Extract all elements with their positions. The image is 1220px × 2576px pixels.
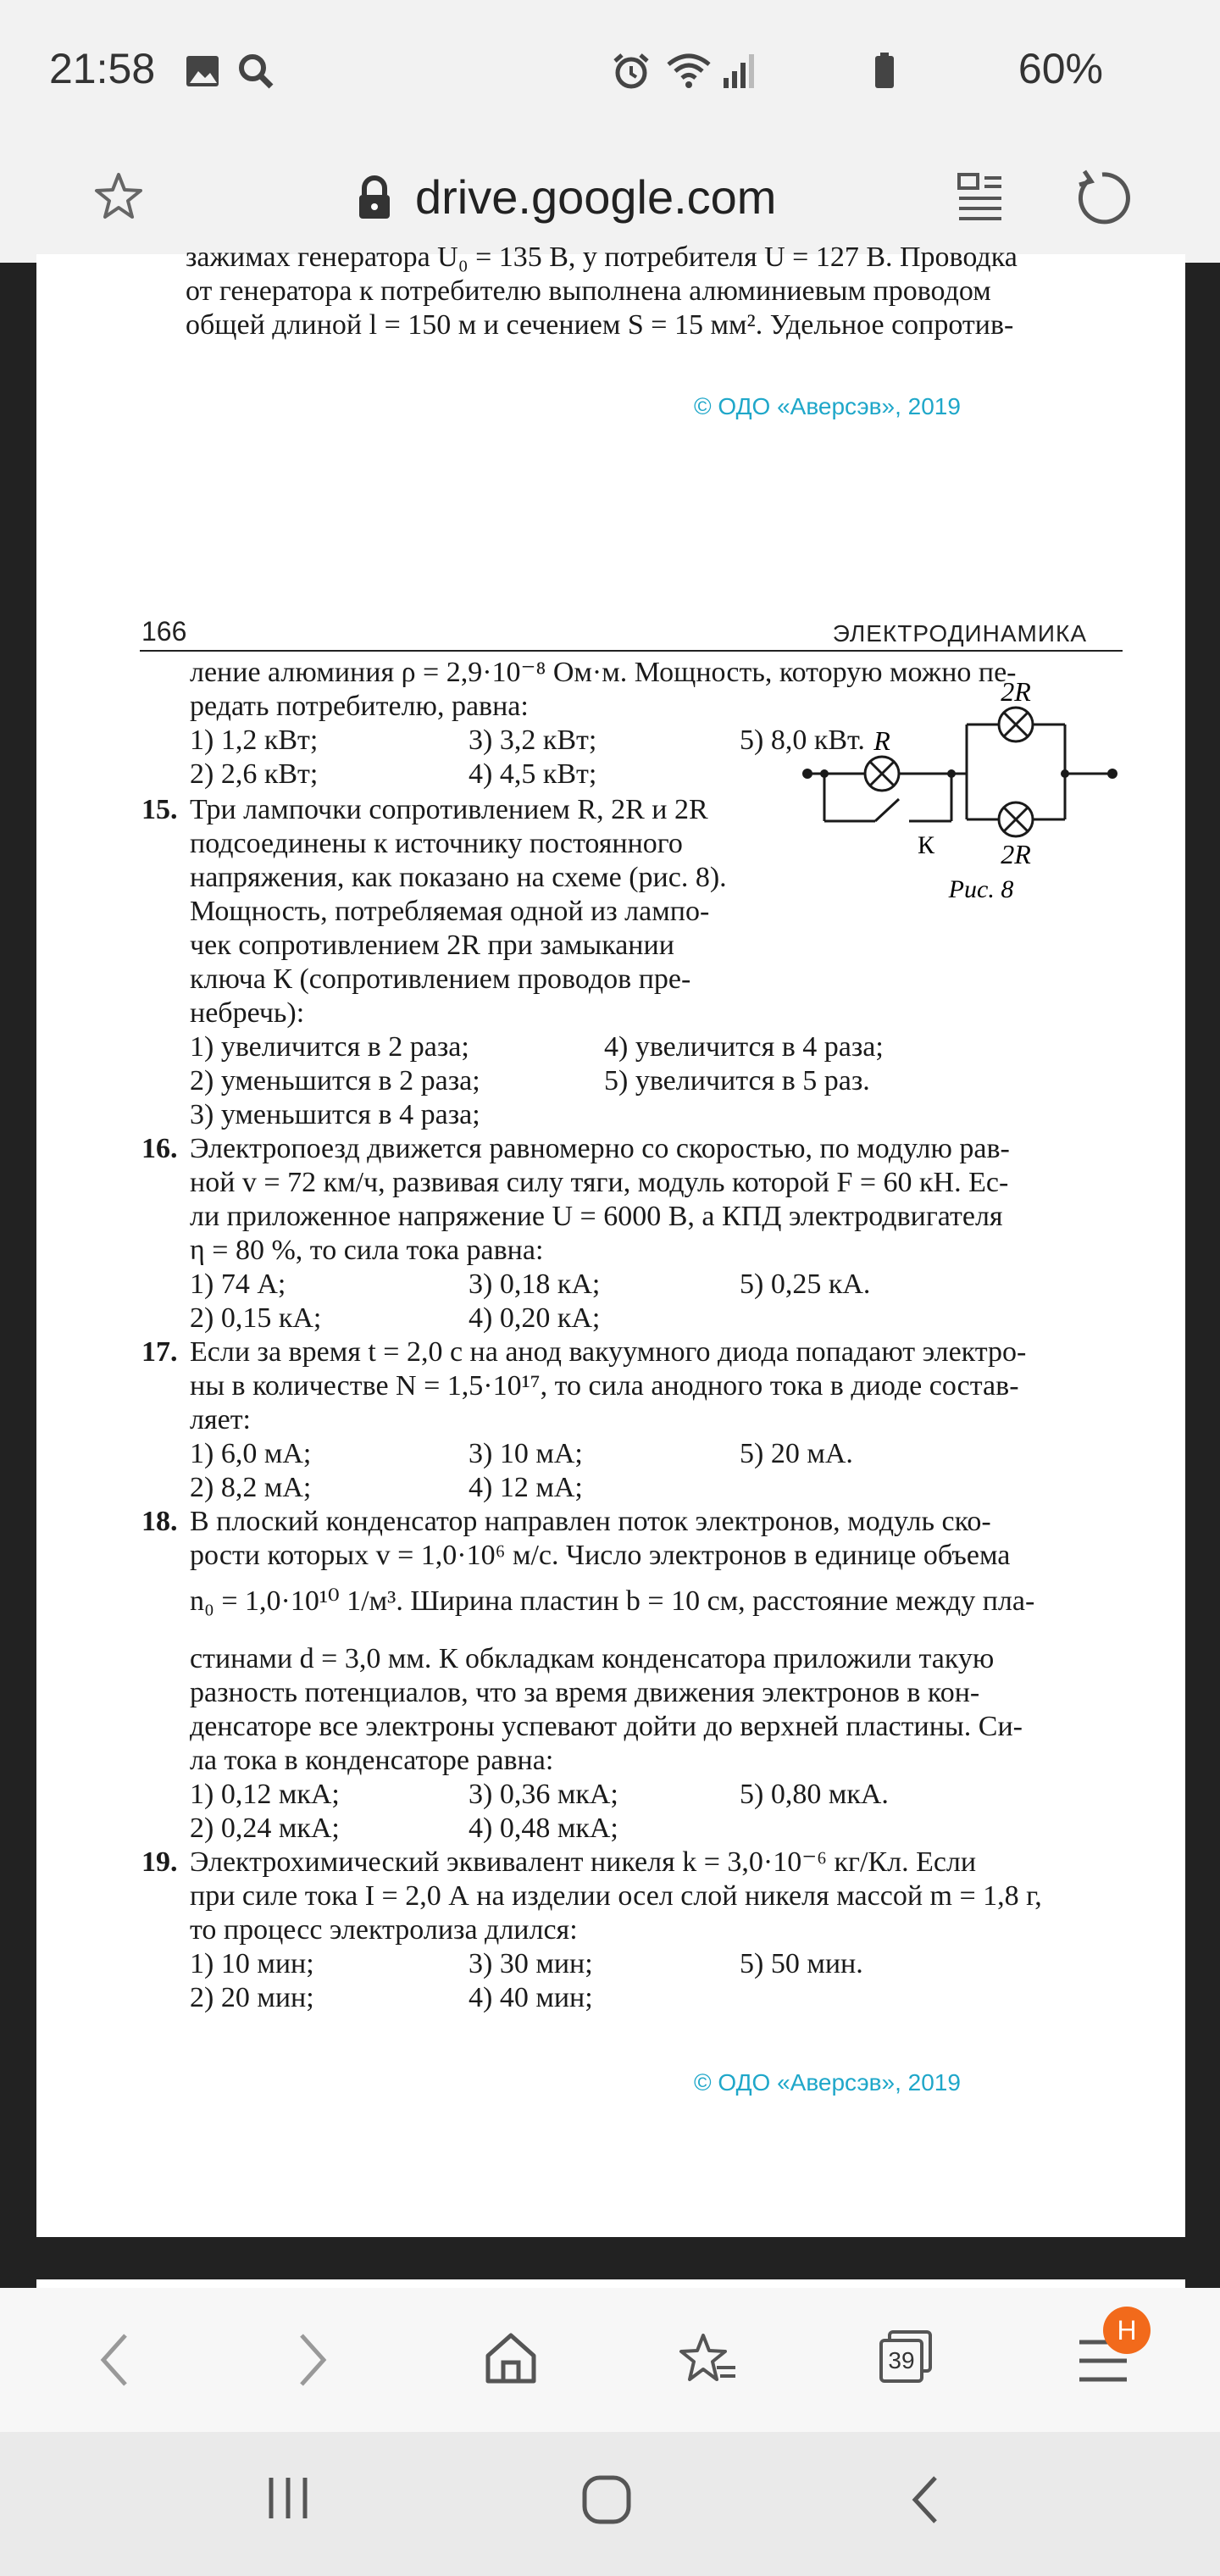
text-line: ны в количестве N = 1,5·10¹⁷, то сила анодного тока в диоде состав- [190, 1370, 1019, 1402]
text-line: n₀ = 1,0·10¹⁰ 1/м³. Ширина пластин b = 10 см, расстояние между пла- [190, 1585, 1035, 1617]
answer-option: 4) 4,5 кВт; [469, 758, 597, 790]
text-line: подсоединены к источнику постоянного [190, 828, 683, 859]
answer-option: 2) уменьшится в 2 раза; [190, 1065, 480, 1096]
text-line: Три лампочки сопротивлением R, 2R и 2R [190, 794, 708, 825]
copyright: © ОДО «Аверсэв», 2019 [694, 393, 961, 419]
answer-option: 1) 6,0 мА; [190, 1438, 312, 1469]
answer-option: 3) 0,36 мкА; [469, 1779, 618, 1810]
terminal-left [802, 769, 812, 779]
battery-icon [874, 53, 895, 90]
tab-count: 39 [888, 2347, 915, 2373]
answer-option: 5) 0,25 кА. [740, 1269, 871, 1300]
answer-option: 5) 8,0 кВт. [740, 724, 865, 756]
text-line: зажимах генератора U₀ = 135 В, у потребителя U = 127 В. Проводка [186, 242, 1018, 273]
text-line: Электрохимический эквивалент никеля k = 3,0·10⁻⁶ кг/Кл. Если [190, 1846, 977, 1878]
node [1061, 769, 1069, 778]
answer-option: 4) 12 мА; [469, 1472, 583, 1503]
text-line: ляет: [190, 1404, 252, 1435]
battery-percent: 60% [1018, 45, 1103, 92]
answer-option: 1) 1,2 кВт; [190, 724, 319, 756]
wifi-icon [665, 53, 713, 90]
label-2r-bottom: 2R [1001, 839, 1031, 869]
answer-option: 4) 0,20 кА; [469, 1302, 601, 1334]
url-field[interactable]: drive.google.com [415, 170, 777, 224]
label-2r-top: 2R [1001, 676, 1031, 707]
text-line: денсаторе все электроны успевают дойти до верхней пластины. Си- [190, 1711, 1023, 1742]
figure-caption: Рис. 8 [948, 875, 1014, 903]
answer-option: 2) 0,24 мкА; [190, 1813, 340, 1844]
system-navigation [0, 2432, 1220, 2576]
text-line: В плоский конденсатор направлен поток электронов, модуль ско- [190, 1506, 991, 1537]
answer-option: 5) 0,80 мкА. [740, 1779, 889, 1810]
answer-option: 3) 3,2 кВт; [469, 724, 597, 756]
text-line: Если за время t = 2,0 с на анод вакуумного диода попадают электро- [190, 1336, 1027, 1368]
system-back-icon[interactable] [907, 2474, 944, 2525]
answer-option: 2) 2,6 кВт; [190, 758, 319, 790]
text-line: Электропоезд движется равномерно со скоростью, по модулю рав- [190, 1133, 1010, 1164]
answer-option: 3) уменьшится в 4 раза; [190, 1099, 480, 1130]
home-icon[interactable] [483, 2330, 539, 2386]
text-line: ла тока в конденсаторе равна: [190, 1745, 554, 1776]
search-icon [237, 53, 274, 90]
answer-option: 3) 0,18 кА; [469, 1269, 601, 1300]
text-line: общей длиной l = 150 м и сечением S = 15 мм². Удельное сопротив- [186, 309, 1014, 341]
menu-badge: H [1103, 2307, 1151, 2354]
answer-option: 1) 10 мин; [190, 1948, 314, 1979]
signal-icon [722, 53, 756, 90]
text-line: редать потребителю, равна: [190, 691, 529, 722]
tabs-button[interactable] [878, 2329, 934, 2384]
bookmarks-icon[interactable] [678, 2330, 737, 2386]
text-line: рости которых v = 1,0·10⁶ м/с. Число электронов в единице объема [190, 1540, 1011, 1571]
browser-bottom-bar [0, 2288, 1220, 2432]
question-number: 18. [141, 1506, 178, 1537]
answer-option: 3) 30 мин; [469, 1948, 593, 1979]
text-line: при силе тока I = 2,0 А на изделии осел слой никеля массой m = 1,8 г, [190, 1880, 1042, 1912]
switch-k [875, 799, 899, 821]
circuit-diagram [799, 652, 1121, 931]
terminal-right [1107, 769, 1117, 779]
text-line: небречь): [190, 997, 305, 1029]
home-button-icon[interactable] [581, 2474, 632, 2525]
question-number: 16. [141, 1133, 178, 1164]
answer-option: 1) 74 А; [190, 1269, 286, 1300]
node [820, 769, 829, 778]
status-time: 21:58 [49, 45, 156, 92]
reload-icon[interactable] [1073, 168, 1132, 227]
question-number: 15. [141, 794, 178, 825]
text-line: ление алюминия ρ = 2,9·10⁻⁸ Ом·м. Мощность, которую можно пе- [190, 657, 1017, 688]
text-line: стинами d = 3,0 мм. К обкладкам конденсатора приложили такую [190, 1643, 995, 1674]
text-line: напряжения, как показано на схеме (рис. 8). [190, 862, 727, 893]
text-line: то процесс электролиза длился: [190, 1914, 578, 1946]
node [947, 769, 956, 778]
answer-option: 2) 0,15 кА; [190, 1302, 322, 1334]
back-icon[interactable] [93, 2330, 136, 2390]
answer-option: 4) 0,48 мкА; [469, 1813, 618, 1844]
forward-icon[interactable] [291, 2330, 334, 2390]
alarm-icon [612, 53, 651, 90]
label-k: К [917, 831, 935, 859]
answer-option: 2) 20 мин; [190, 1982, 314, 2013]
text-line: ли приложенное напряжение U = 6000 В, а КПД электродвигателя [190, 1201, 1003, 1232]
answer-option: 1) 0,12 мкА; [190, 1779, 340, 1810]
text-line: разность потенциалов, что за время движения электронов в кон- [190, 1677, 980, 1708]
text-line: Мощность, потребляемая одной из лампо- [190, 896, 710, 927]
text-line: ключа К (сопротивлением проводов пре- [190, 963, 691, 995]
answer-option: 3) 10 мА; [469, 1438, 583, 1469]
page-number: 166 [141, 616, 187, 647]
text-line: чек сопротивлением 2R при замыкании [190, 930, 674, 961]
copyright: © ОДО «Аверсэв», 2019 [694, 2069, 961, 2096]
text-line: от генератора к потребителю выполнена алюминиевым проводом [186, 275, 991, 307]
text-line: ной v = 72 км/ч, развивая силу тяги, модуль которой F = 60 кН. Ес- [190, 1167, 1009, 1198]
answer-option: 5) 20 мА. [740, 1438, 853, 1469]
recents-icon[interactable] [264, 2474, 312, 2522]
reader-mode-icon[interactable] [957, 171, 1003, 222]
answer-option: 4) 40 мин; [469, 1982, 593, 2013]
document-page [36, 520, 1185, 2237]
answer-option: 5) увеличится в 5 раз. [604, 1065, 870, 1096]
lock-icon [356, 176, 393, 220]
question-number: 17. [141, 1336, 178, 1368]
chapter-title: ЭЛЕКТРОДИНАМИКА [832, 620, 1087, 647]
answer-option: 1) увеличится в 2 раза; [190, 1031, 469, 1063]
star-icon[interactable] [92, 169, 146, 224]
answer-option: 2) 8,2 мА; [190, 1472, 312, 1503]
question-number: 19. [141, 1846, 178, 1878]
answer-option: 4) увеличится в 4 раза; [604, 1031, 884, 1063]
answer-option: 5) 50 мин. [740, 1948, 863, 1979]
document-viewer[interactable] [0, 242, 1220, 2288]
text-line: η = 80 %, то сила тока равна: [190, 1235, 544, 1266]
image-icon [185, 53, 220, 90]
label-r: R [873, 725, 890, 756]
status-bar [0, 0, 1220, 144]
